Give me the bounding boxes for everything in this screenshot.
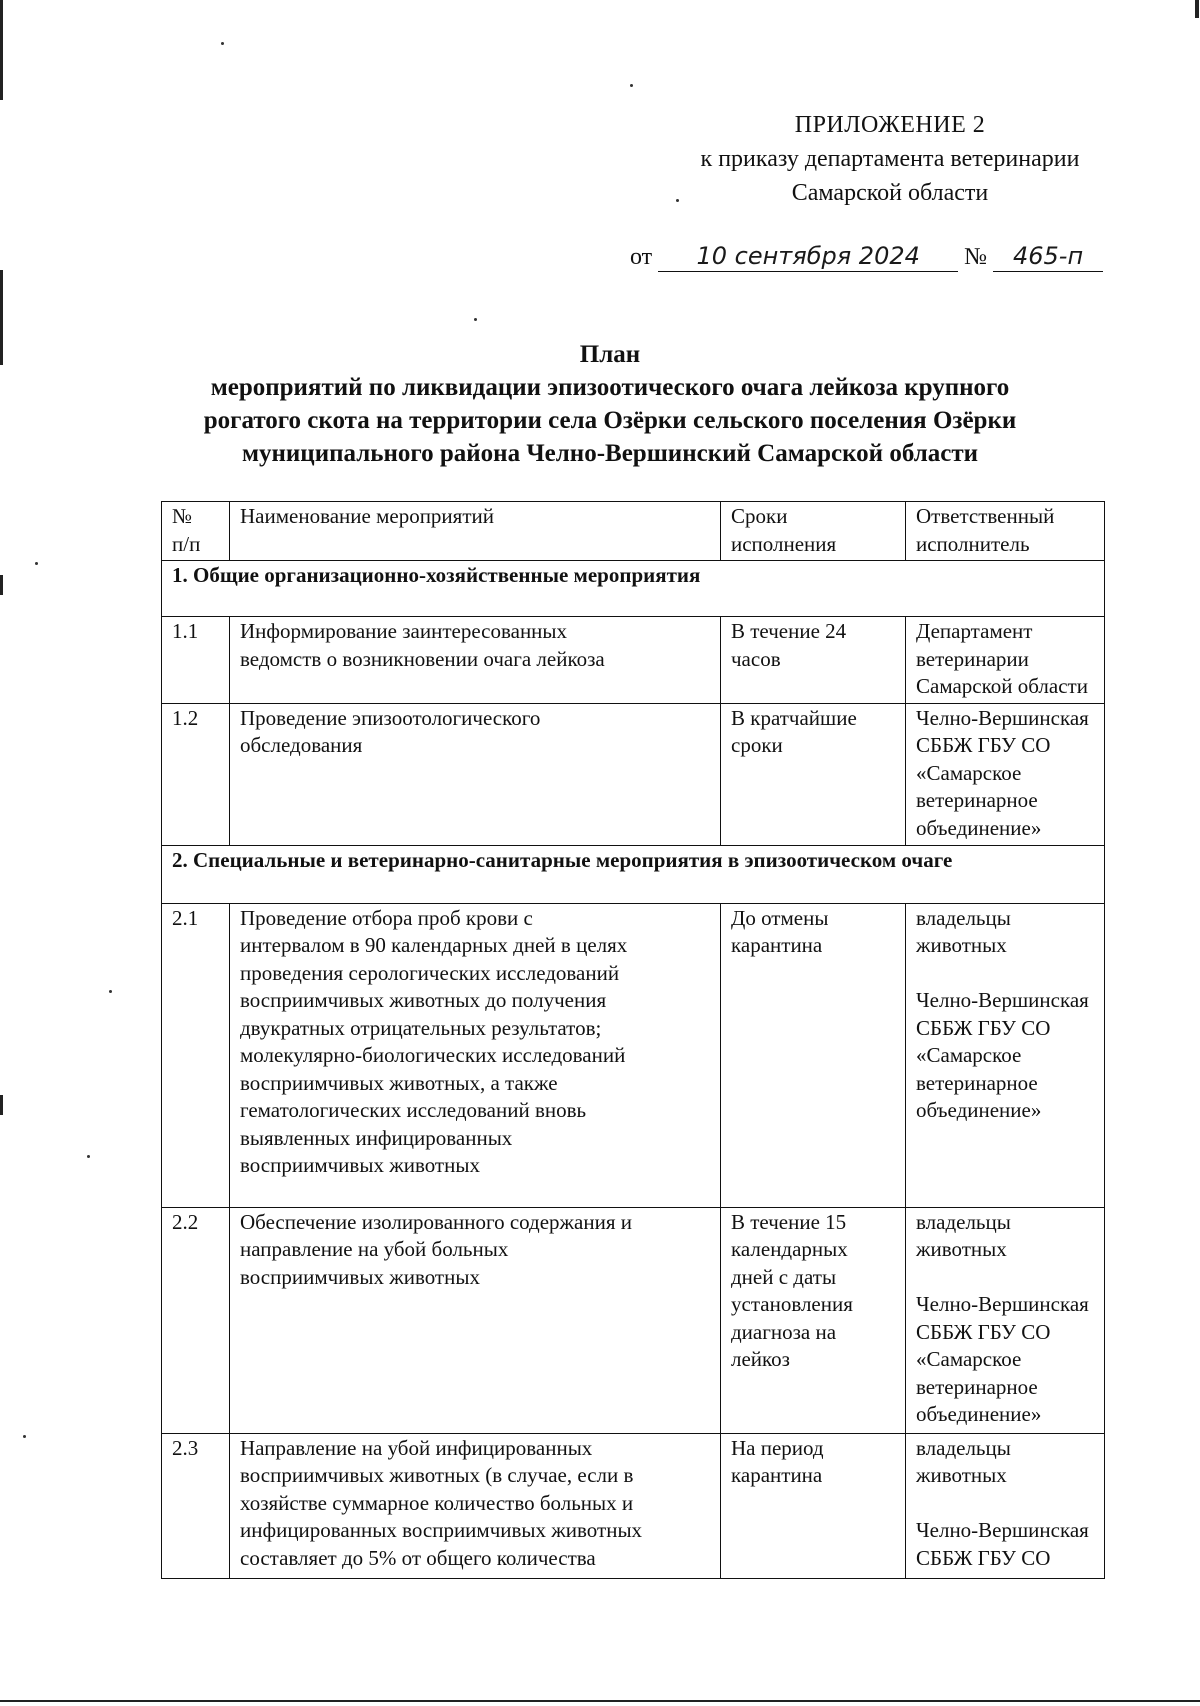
- scan-dot: [474, 318, 477, 321]
- order-date-handwritten: 10 сентября 2024: [658, 241, 958, 272]
- row-term: В течение 15 календарных дней с даты установления диагноза на лейкоз: [721, 1207, 906, 1433]
- header-name: Наименование мероприятий: [230, 502, 721, 561]
- plan-table: [161, 501, 1105, 1579]
- scan-dot: [630, 84, 633, 87]
- row-resp: Челно-Вершинская СББЖ ГБУ СО «Самарское ветеринарное объединение»: [906, 703, 1105, 845]
- scan-edge-mark: [0, 0, 3, 100]
- row-resp: владельцы животных Челно-Вершинская СББЖ ГБУ СО: [906, 1433, 1105, 1578]
- scan-dot: [87, 1155, 90, 1158]
- header-resp: Ответственный исполнитель: [906, 502, 1105, 561]
- table-row: [162, 1207, 1105, 1433]
- order-reference: [630, 240, 1130, 274]
- header-num: № п/п: [162, 502, 230, 561]
- appendix-line-2: Самарской области: [791, 180, 989, 206]
- section-row: [162, 561, 1105, 617]
- appendix-header: [620, 108, 1160, 210]
- scan-edge-mark: [0, 1095, 3, 1115]
- scan-edge-mark: [0, 270, 3, 365]
- appendix-line-1: к приказу департамента ветеринарии: [700, 146, 1080, 172]
- plan-subtitle: мероприятий по ликвидации эпизоотического очага лейкоза крупного рогатого скота на территории села Озёрки сельского поселения Озёрки муниципального района Челно-Вершинский Самарской области: [203, 374, 1017, 467]
- table-row: [162, 1433, 1105, 1578]
- appendix-title: ПРИЛОЖЕНИЕ 2: [794, 112, 986, 138]
- scan-dot: [35, 562, 38, 565]
- order-number-label: №: [964, 244, 988, 270]
- row-name: Проведение эпизоотологического обследования: [230, 703, 721, 845]
- table-header-row: [162, 502, 1105, 561]
- row-resp: Департамент ветеринарии Самарской области: [906, 617, 1105, 704]
- plan-title-block: [130, 338, 1090, 470]
- row-num: 1.2: [162, 703, 230, 845]
- row-resp: владельцы животных Челно-Вершинская СББЖ ГБУ СО «Самарское ветеринарное объединение»: [906, 903, 1105, 1207]
- row-resp: владельцы животных Челно-Вершинская СББЖ ГБУ СО «Самарское ветеринарное объединение»: [906, 1207, 1105, 1433]
- table-row: [162, 703, 1105, 845]
- row-num: 1.1: [162, 617, 230, 704]
- scan-dot: [23, 1435, 26, 1438]
- table-row: [162, 617, 1105, 704]
- row-num: 2.1: [162, 903, 230, 1207]
- row-term: На период карантина: [721, 1433, 906, 1578]
- section-title: 2. Специальные и ветеринарно-санитарные мероприятия в эпизоотическом очаге: [162, 845, 1105, 903]
- order-from-label: от: [630, 244, 653, 270]
- scan-edge-mark: [0, 1700, 1200, 1702]
- order-number-handwritten: 465-п: [993, 241, 1103, 272]
- row-num: 2.3: [162, 1433, 230, 1578]
- row-num: 2.2: [162, 1207, 230, 1433]
- plan-title: План: [579, 341, 641, 368]
- row-name: Информирование заинтересованных ведомств о возникновении очага лейкоза: [230, 617, 721, 704]
- scan-dot: [109, 990, 112, 993]
- section-title: 1. Общие организационно-хозяйственные мероприятия: [162, 561, 1105, 617]
- header-term: Сроки исполнения: [721, 502, 906, 561]
- scan-edge-mark: [1195, 0, 1199, 18]
- row-term: В кратчайшие сроки: [721, 703, 906, 845]
- section-row: [162, 845, 1105, 903]
- row-name: Обеспечение изолированного содержания и направление на убой больных восприимчивых животных: [230, 1207, 721, 1433]
- row-name: Проведение отбора проб крови с интервалом в 90 календарных дней в целях проведения серологических исследований восприимчивых животных до получения двукратных отрицательных результатов; молекулярно-биологических исследований восприимчивых животных, а также гематологических исследований вновь выявленных инфицированных восприимчивых животных: [230, 903, 721, 1207]
- row-term: До отмены карантина: [721, 903, 906, 1207]
- table-row: [162, 903, 1105, 1207]
- row-name: Направление на убой инфицированных восприимчивых животных (в случае, если в хозяйстве суммарное количество больных и инфицированных восприимчивых животных составляет до 5% от общего количества: [230, 1433, 721, 1578]
- row-term: В течение 24 часов: [721, 617, 906, 704]
- scan-edge-mark: [0, 575, 3, 595]
- scan-dot: [221, 42, 224, 45]
